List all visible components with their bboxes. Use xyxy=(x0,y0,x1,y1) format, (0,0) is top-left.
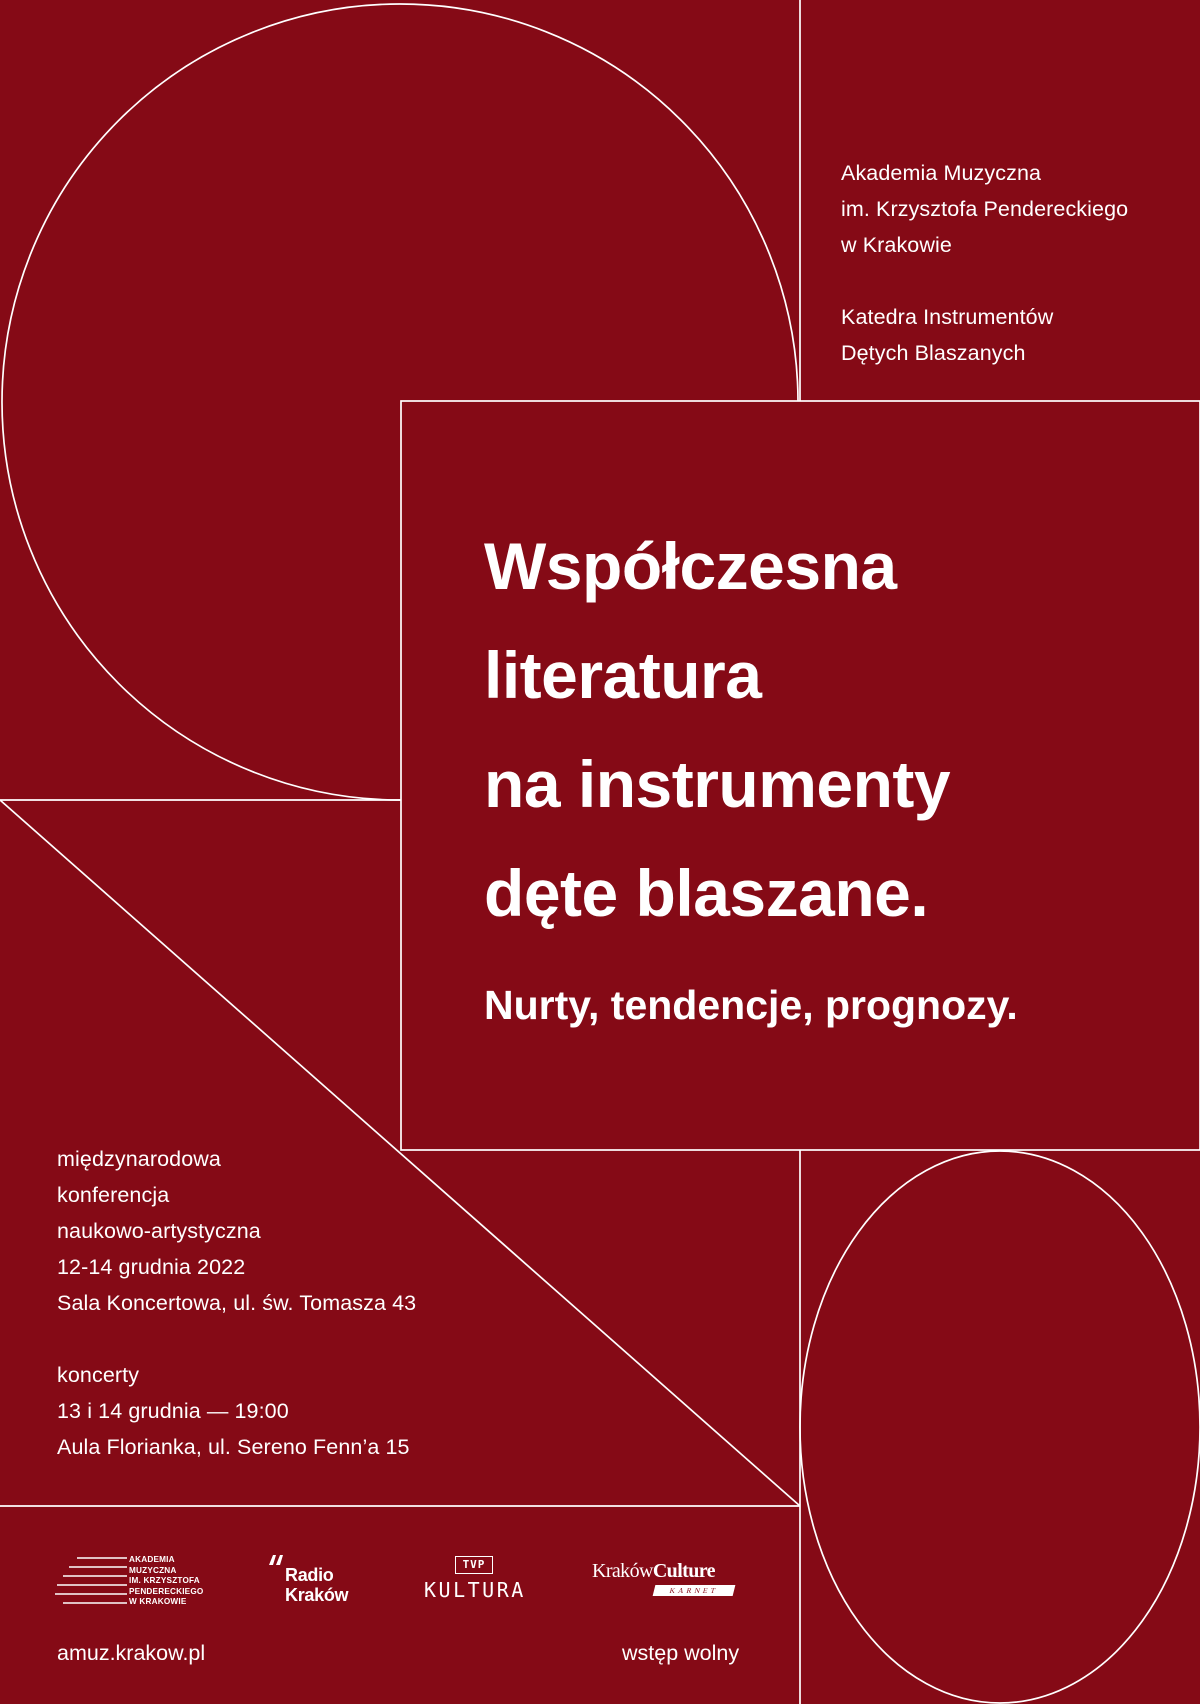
radio-krakow-logo xyxy=(267,1553,367,1611)
title-line-2: literatura xyxy=(484,638,762,712)
title-line-1: Współczesna xyxy=(484,529,897,603)
conference-details xyxy=(57,1141,416,1465)
conference-line-2: konferencja xyxy=(57,1183,170,1207)
institution-line-3: w Krakowie xyxy=(841,233,952,257)
krakow-culture-wordmark: KrakówCulture xyxy=(592,1560,715,1582)
amuz-logo xyxy=(55,1552,207,1608)
tvp-kultura-logo xyxy=(422,1556,532,1608)
conference-line-3: naukowo-artystyczna xyxy=(57,1219,261,1243)
institution-line-1: Akademia Muzyczna xyxy=(841,161,1042,185)
conference-line-1: międzynarodowa xyxy=(57,1147,221,1171)
radio-quote-mark-icon xyxy=(267,1553,287,1567)
tvp-box: TVP xyxy=(455,1556,493,1574)
institution-info xyxy=(841,155,1128,371)
amuz-stripes-icon xyxy=(55,1552,130,1608)
conference-dates: 12-14 grudnia 2022 xyxy=(57,1255,246,1279)
ellipse-outline xyxy=(800,1151,1200,1703)
website-url[interactable]: amuz.krakow.pl xyxy=(57,1641,206,1665)
karnet-band: KARNET xyxy=(653,1585,736,1596)
concerts-heading: koncerty xyxy=(57,1363,140,1387)
krakow-culture-logo xyxy=(592,1558,742,1604)
amuz-logo-text: AKADEMIA MUZYCZNA IM. KRZYSZTOFA PENDERECKIEGO W KRAKOWIE xyxy=(129,1555,204,1607)
conference-venue: Sala Koncertowa, ul. św. Tomasza 43 xyxy=(57,1291,417,1315)
concerts-dates: 13 i 14 grudnia — 19:00 xyxy=(57,1399,289,1423)
radio-krakow-logo-text: Radio Kraków xyxy=(285,1565,349,1605)
subtitle: Nurty, tendencje, prognozy. xyxy=(484,982,1018,1028)
concerts-venue: Aula Florianka, ul. Sereno Fenn’a 15 xyxy=(57,1435,410,1459)
admission-note: wstęp wolny xyxy=(622,1641,740,1665)
spacer xyxy=(57,1321,416,1357)
department-line-1: Katedra Instrumentów xyxy=(841,305,1054,329)
title-line-3: na instrumenty xyxy=(484,747,951,821)
institution-line-2: im. Krzysztofa Pendereckiego xyxy=(841,197,1129,221)
title-line-4: dęte blaszane. xyxy=(484,856,929,930)
spacer xyxy=(841,263,1128,299)
tvp-kultura-text: KULTURA xyxy=(424,1578,526,1602)
main-title xyxy=(484,512,950,948)
department-line-2: Dętych Blaszanych xyxy=(841,341,1026,365)
